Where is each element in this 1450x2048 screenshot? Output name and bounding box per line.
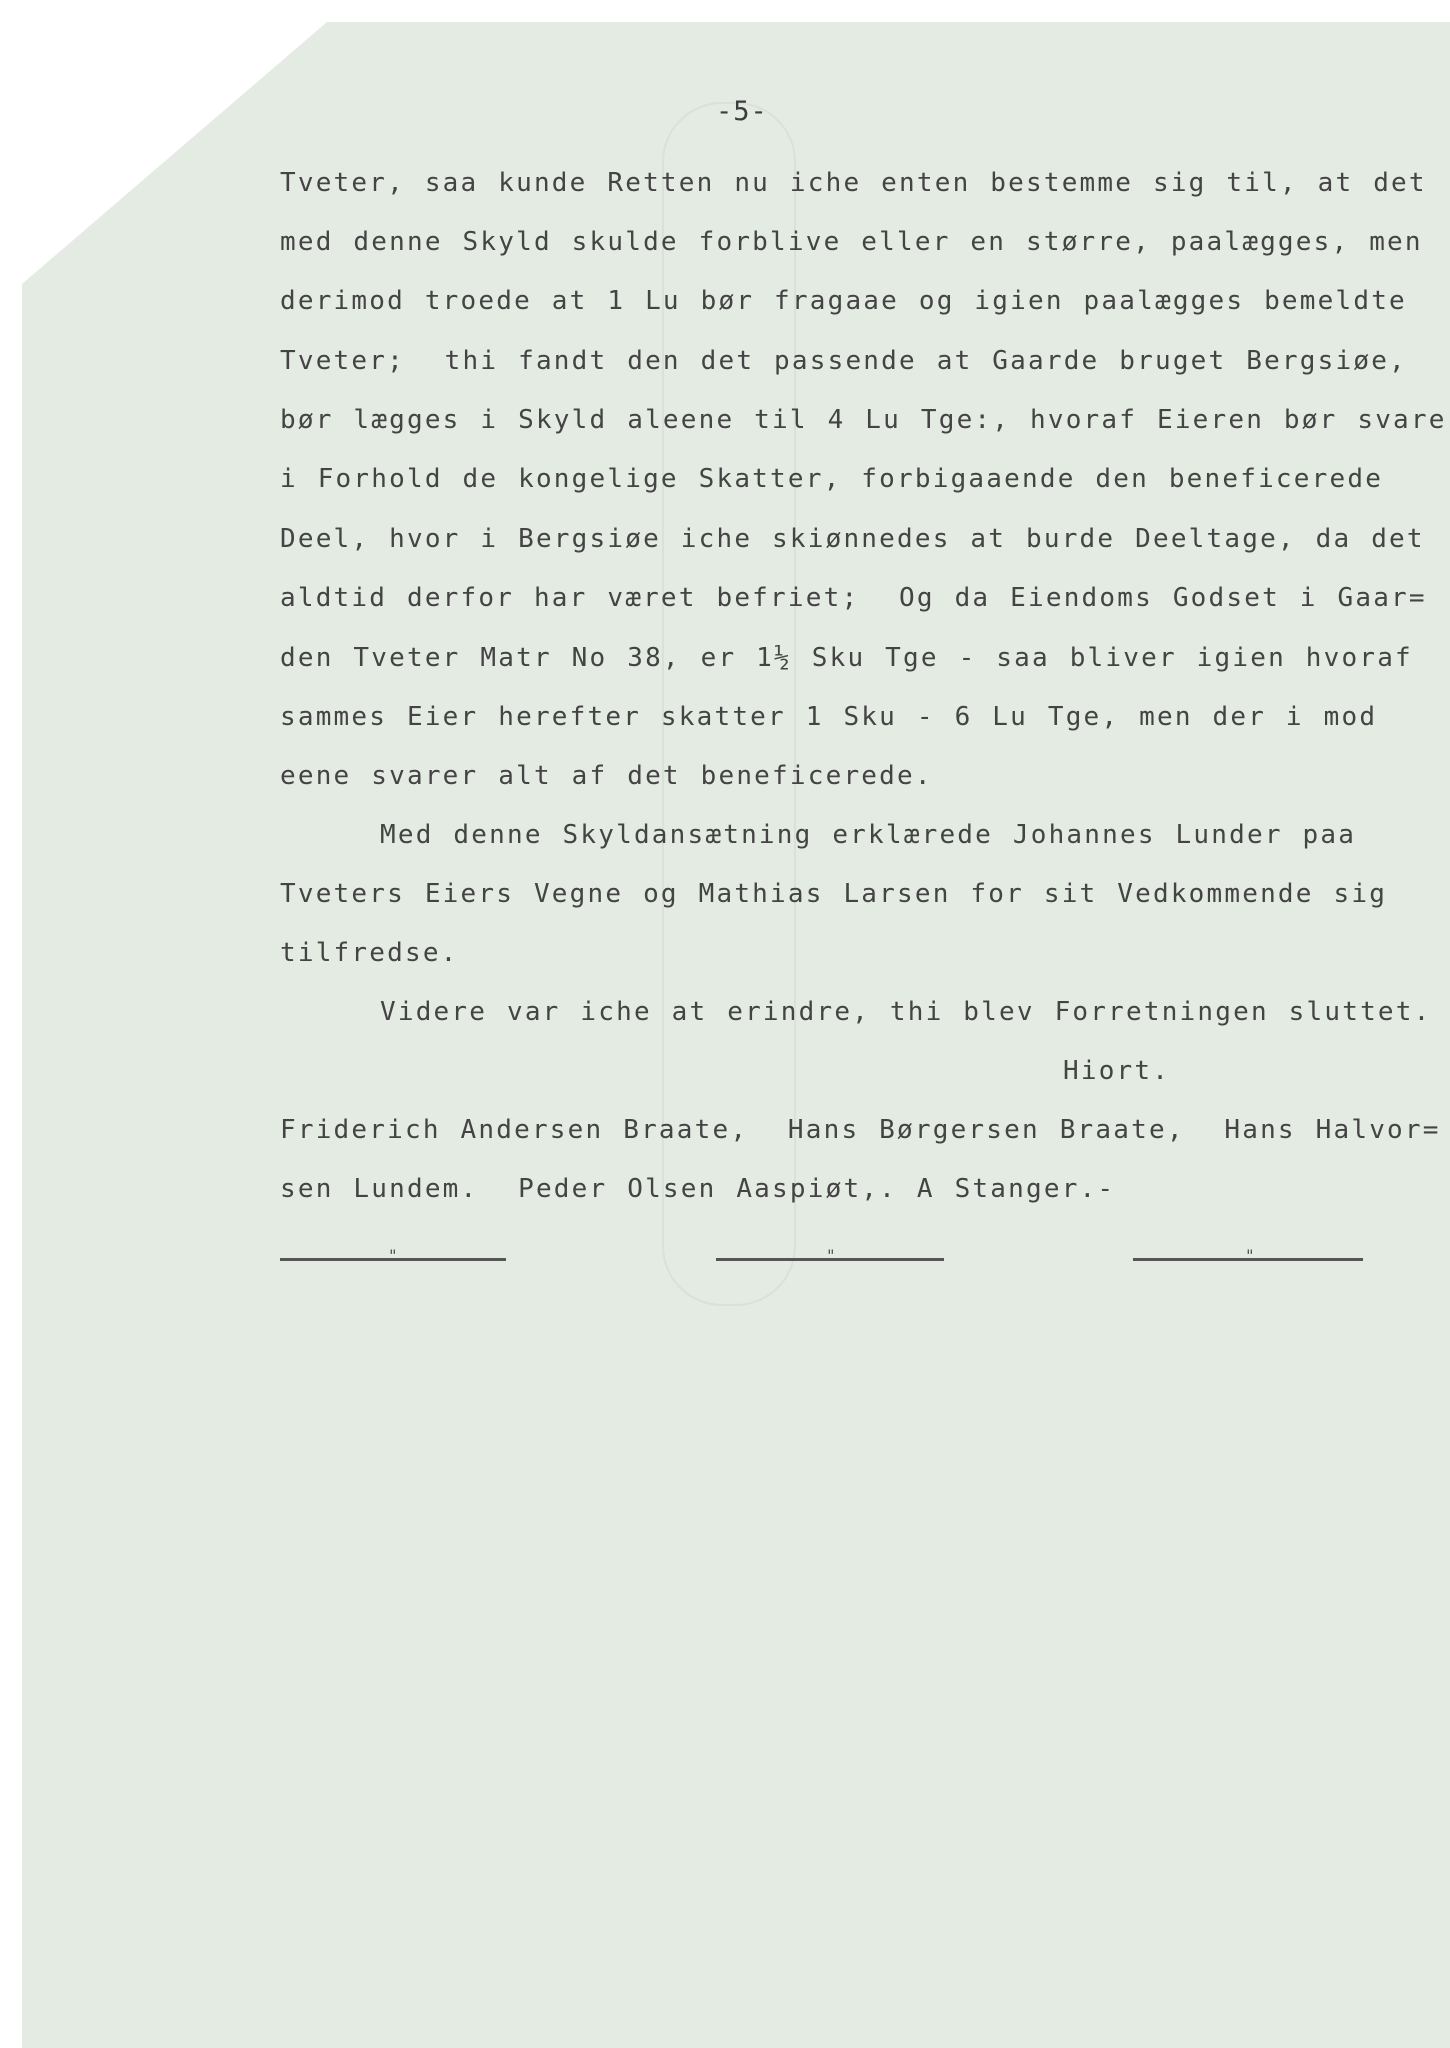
paragraph-line: Tveters Eiers Vegne og Mathias Larsen for sit Vedkommende sig [280, 879, 1388, 909]
body-line: Deel, hvor i Bergsiøe iche skiønnedes at burde Deeltage, da det [280, 524, 1425, 554]
body-line: med denne Skyld skulde forblive eller en større, paalægges, men [280, 227, 1423, 257]
signer-name: Hiort. [1063, 1056, 1171, 1086]
body-line: bør lægges i Skyld aleene til 4 Lu Tge:, hvoraf Eieren bør svare [280, 405, 1447, 435]
paragraph-line: tilfredse. [280, 938, 459, 968]
ditto-mark: " [388, 1246, 398, 1265]
page-number: -5- [716, 96, 768, 127]
body-line: derimod troede at 1 Lu bør fragaae og igien paalægges bemeldte [280, 286, 1407, 316]
body-line: Tveter; thi fandt den det passende at Gaarde bruget Bergsiøe, [280, 346, 1407, 376]
body-line: eene svarer alt af det beneficerede. [280, 761, 933, 791]
witness-line: sen Lundem. Peder Olsen Aaspiøt,. A Stanger.- [280, 1174, 1116, 1204]
paragraph-line: Med denne Skyldansætning erklærede Johannes Lunder paa [380, 820, 1357, 850]
body-line: i Forhold de kongelige Skatter, forbigaaende den beneficerede [280, 464, 1384, 494]
ditto-mark: " [1245, 1246, 1255, 1265]
body-line: Tveter, saa kunde Retten nu iche enten bestemme sig til, at det [280, 168, 1427, 198]
ditto-mark: " [826, 1246, 836, 1265]
body-line: den Tveter Matr No 38, er 1½ Sku Tge - saa bliver igien hvoraf [280, 643, 1413, 673]
body-line: aldtid derfor har været befriet; Og da Eiendoms Godset i Gaar= [280, 583, 1427, 613]
witness-line: Friderich Andersen Braate, Hans Børgersen Braate, Hans Halvor= [280, 1115, 1441, 1145]
document-page [22, 22, 1450, 2048]
body-line: sammes Eier herefter skatter 1 Sku - 6 Lu Tge, men der i mod [280, 702, 1378, 732]
closing-line: Videre var iche at erindre, thi blev Forretningen sluttet. [380, 997, 1432, 1027]
